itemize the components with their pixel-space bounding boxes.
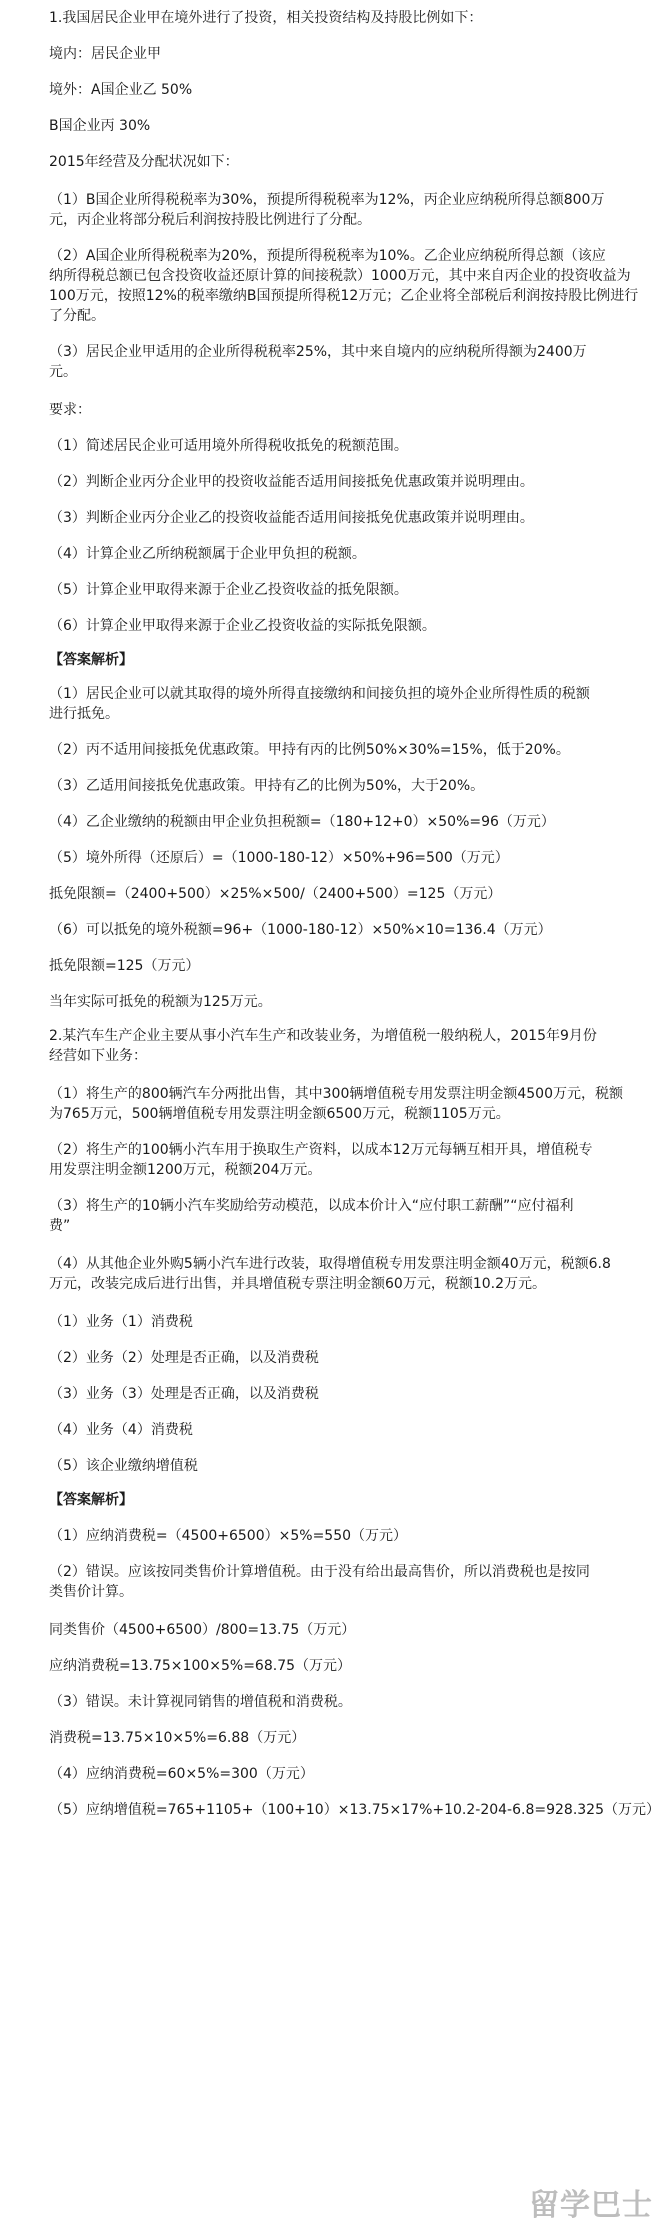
q1-abroad-a: 境外：A国企业乙 50% [49, 82, 193, 98]
q1-requirements-title: 要求： [49, 402, 91, 418]
q1-answer-6: （6）可以抵免的境外税额=96+（1000-180-12）×50%×10=136.4（万元） [49, 922, 552, 938]
q2-answer-2a: （2）错误。应该按同类售价计算增值税。由于没有给出最高售价，所以消费税也是按同 [49, 1564, 590, 1580]
q1-para-2d: 了分配。 [49, 308, 105, 324]
q1-para-3b: 元。 [49, 364, 77, 380]
q2-requirement-4: （4）业务（4）消费税 [49, 1422, 193, 1438]
q1-answer-4: （4）乙企业缴纳的税额由甲企业负担税额=（180+12+0）×50%=96（万元） [49, 814, 555, 830]
q1-answer-5b: 抵免限额=（2400+500）×25%×500/（2400+500）=125（万元） [49, 886, 502, 902]
q1-answer-1a: （1）居民企业可以就其取得的境外所得直接缴纳和间接负担的境外企业所得性质的税额 [49, 686, 590, 702]
q2-para-2a: （2）将生产的100辆小汽车用于换取生产资料，以成本12万元每辆互相开具，增值税专 [49, 1142, 593, 1158]
q1-para-2c: 100万元，按照12%的税率缴纳B国预提所得税12万元；乙企业将全部税后利润按持股比例进行 [49, 288, 639, 304]
q1-para-3a: （3）居民企业甲适用的企业所得税税率25%，其中来自境内的应纳税所得额为2400万 [49, 344, 587, 360]
q1-answer-3: （3）乙适用间接抵免优惠政策。甲持有乙的比例为50%，大于20%。 [49, 778, 485, 794]
q2-requirement-5: （5）该企业缴纳增值税 [49, 1458, 198, 1474]
q1-para-2b: 纳所得税总额已包含投资收益还原计算的间接税款）1000万元，其中来自丙企业的投资收益为 [49, 268, 631, 284]
q1-requirement-5: （5）计算企业甲取得来源于企业乙投资收益的抵免限额。 [49, 582, 408, 598]
q2-para-1b: 为765万元，500辆增值税专用发票注明金额6500万元，税额1105万元。 [49, 1106, 510, 1122]
q1-requirement-1: （1）简述居民企业可适用境外所得税收抵免的税额范围。 [49, 438, 408, 454]
q2-requirement-2: （2）业务（2）处理是否正确，以及消费税 [49, 1350, 319, 1366]
q1-para-1a: （1）B国企业所得税税率为30%，预提所得税税率为12%，丙企业应纳税所得总额800万 [49, 192, 605, 208]
q2-answer-5: （5）应纳增值税=765+1105+（100+10）×13.75×17%+10.2-204-6.8=928.325（万元） [49, 1802, 660, 1818]
q2-para-2b: 用发票注明金额1200万元，税额204万元。 [49, 1162, 322, 1178]
q2-para-4a: （4）从其他企业外购5辆小汽车进行改装，取得增值税专用发票注明金额40万元，税额6.8 [49, 1256, 611, 1272]
q1-title: 1.我国居民企业甲在境外进行了投资，相关投资结构及持股比例如下： [49, 10, 483, 26]
q1-requirement-4: （4）计算企业乙所纳税额属于企业甲负担的税额。 [49, 546, 366, 562]
q2-answer-2c: 同类售价（4500+6500）/800=13.75（万元） [49, 1622, 356, 1638]
q2-requirement-3: （3）业务（3）处理是否正确，以及消费税 [49, 1386, 319, 1402]
q1-para-1b: 元，丙企业将部分税后利润按持股比例进行了分配。 [49, 212, 371, 228]
q2-para-4b: 万元，改装完成后进行出售，并具增值税专票注明金额60万元，税额10.2万元。 [49, 1276, 546, 1292]
q2-para-1a: （1）将生产的800辆汽车分两批出售，其中300辆增值税专用发票注明金额4500万元，税额 [49, 1086, 623, 1102]
q2-title-b: 经营如下业务： [49, 1048, 147, 1064]
q2-answer-2d: 应纳消费税=13.75×100×5%=68.75（万元） [49, 1658, 352, 1674]
q2-title-a: 2.某汽车生产企业主要从事小汽车生产和改装业务，为增值税一般纳税人，2015年9月份 [49, 1028, 597, 1044]
q1-requirement-6: （6）计算企业甲取得来源于企业乙投资收益的实际抵免限额。 [49, 618, 436, 634]
q1-domestic: 境内：居民企业甲 [49, 46, 161, 62]
q1-para-2a: （2）A国企业所得税税率为20%，预提所得税税率为10%。乙企业应纳税所得总额（该应 [49, 248, 606, 264]
q1-requirement-3: （3）判断企业丙分企业乙的投资收益能否适用间接抵免优惠政策并说明理由。 [49, 510, 534, 526]
q2-answer-4: （4）应纳消费税=60×5%=300（万元） [49, 1766, 314, 1782]
q1-answer-1b: 进行抵免。 [49, 706, 119, 722]
q2-answer-3: （3）错误。未计算视同销售的增值税和消费税。 [49, 1694, 352, 1710]
watermark-logo: 留学巴士 [529, 2188, 653, 2223]
q1-requirement-2: （2）判断企业丙分企业甲的投资收益能否适用间接抵免优惠政策并说明理由。 [49, 474, 534, 490]
q1-answer-title: 【答案解析】 [49, 652, 133, 668]
q1-intro: 2015年经营及分配状况如下： [49, 154, 239, 170]
q1-abroad-b: B国企业丙 30% [49, 118, 151, 134]
q1-answer-6b: 抵免限额=125（万元） [49, 958, 200, 974]
q1-answer-5: （5）境外所得（还原后）=（1000-180-12）×50%+96=500（万元） [49, 850, 509, 866]
q2-answer-1: （1）应纳消费税=（4500+6500）×5%=550（万元） [49, 1528, 408, 1544]
q2-answer-2b: 类售价计算。 [49, 1584, 133, 1600]
q2-answer-title: 【答案解析】 [49, 1492, 133, 1508]
q1-answer-2: （2）丙不适用间接抵免优惠政策。甲持有丙的比例50%×30%=15%，低于20%。 [49, 742, 570, 758]
q2-answer-3b: 消费税=13.75×10×5%=6.88（万元） [49, 1730, 306, 1746]
q2-para-3b: 费” [49, 1218, 71, 1234]
q2-para-3a: （3）将生产的10辆小汽车奖励给劳动模范，以成本价计入“应付职工薪酬”“应付福利 [49, 1198, 574, 1214]
q1-answer-6c: 当年实际可抵免的税额为125万元。 [49, 994, 272, 1010]
q2-requirement-1: （1）业务（1）消费税 [49, 1314, 193, 1330]
